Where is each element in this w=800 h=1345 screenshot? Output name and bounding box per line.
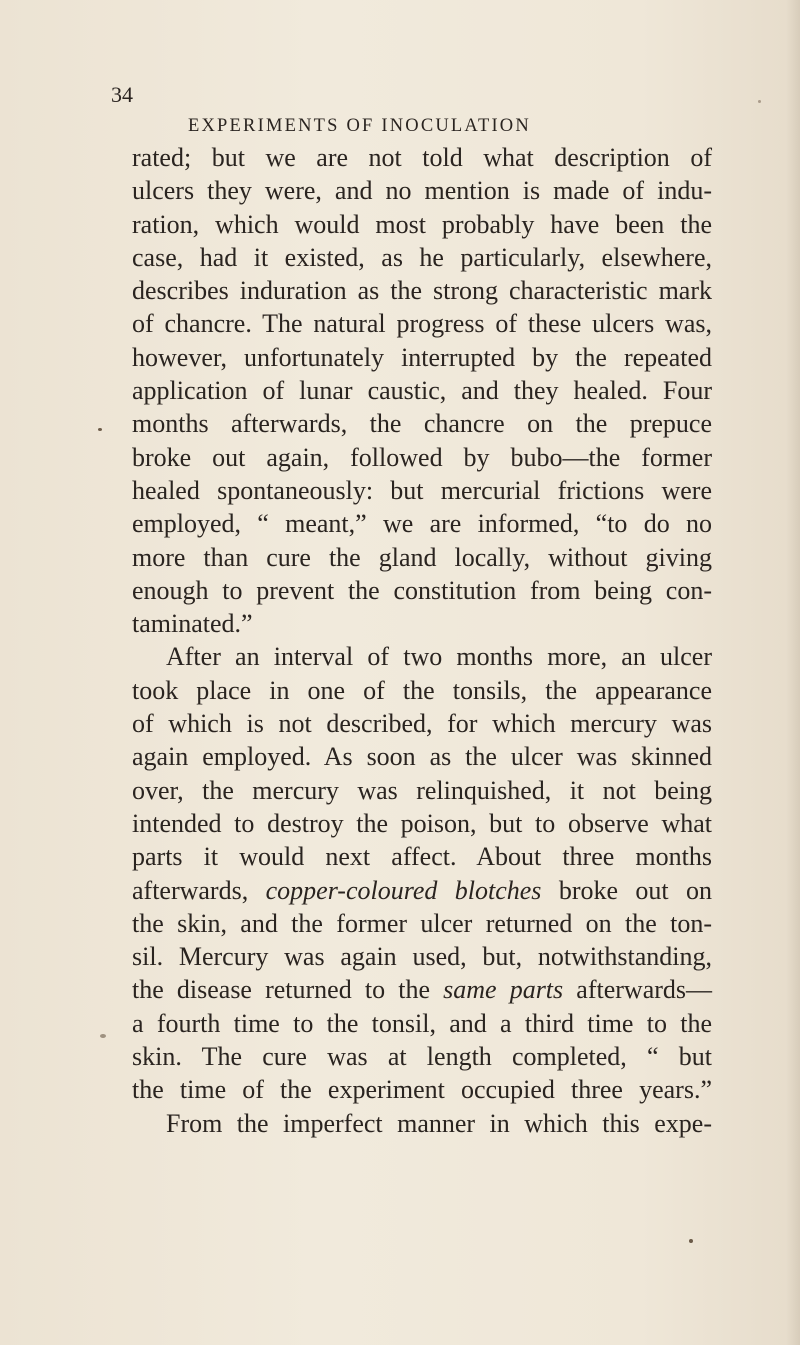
text-line: of which is not described, for which mercury was — [132, 709, 712, 739]
text-line: over, the mercury was relinquished, it not being — [132, 775, 712, 805]
text-span: afterwards— — [576, 975, 713, 1005]
text-line: took place in one of the tonsils, the appearance — [132, 675, 712, 705]
paper-speck — [689, 1239, 693, 1243]
text-line: parts it would next affect. About three months — [132, 842, 712, 872]
paper-speck — [758, 100, 761, 103]
text-line: describes induration as the strong characteristic mark — [132, 276, 712, 306]
text-line: skin. The cure was at length completed, “ but — [132, 1042, 712, 1072]
text-line: employed, “ meant,” we are informed, “to do no — [132, 509, 712, 539]
text-line: a fourth time to the tonsil, and a third time to the — [132, 1008, 712, 1038]
paper-speck — [100, 1034, 106, 1038]
text-line: healed spontaneously: but mercurial frictions were — [132, 475, 712, 505]
text-line: case, had it existed, as he particularly, elsewhere, — [132, 242, 712, 272]
italic-phrase: same parts — [443, 975, 564, 1005]
paper-speck — [98, 428, 102, 431]
paragraph-start-line: From the imperfect manner in which this expe- — [166, 1108, 712, 1138]
text-line — [132, 973, 712, 1006]
page-number: 34 — [111, 82, 133, 107]
text-line: broke out again, followed by bubo—the former — [132, 442, 712, 472]
text-line: the skin, and the former ulcer returned on the ton- — [132, 908, 712, 938]
text-line: ulcers they were, and no mention is made of indu- — [132, 176, 712, 206]
text-line: taminated.” — [132, 609, 253, 639]
text-line: months afterwards, the chancre on the prepuce — [132, 409, 712, 439]
text-line: of chancre. The natural progress of these ulcers was, — [132, 309, 712, 339]
text-line: sil. Mercury was again used, but, notwithstanding, — [132, 942, 712, 972]
text-line: again employed. As soon as the ulcer was skinned — [132, 742, 712, 772]
text-line — [132, 874, 712, 907]
text-line: however, unfortunately interrupted by the repeated — [132, 342, 712, 372]
text-span: the disease returned to the — [132, 975, 430, 1005]
running-head: EXPERIMENTS OF INOCULATION — [188, 116, 531, 136]
text-line: ration, which would most probably have been the — [132, 209, 712, 239]
text-line: rated; but we are not told what description of — [132, 143, 712, 172]
text-span: broke out on — [558, 875, 713, 905]
text-line: more than cure the gland locally, without giving — [132, 542, 712, 572]
italic-phrase: copper-coloured blotches — [265, 875, 542, 905]
text-line: intended to destroy the poison, but to observe what — [132, 808, 712, 838]
paragraph-start-line: After an interval of two months more, an ulcer — [166, 642, 712, 672]
text-span: afterwards, — [132, 875, 249, 905]
page-edge-shadow — [786, 0, 800, 1345]
body-text — [132, 141, 712, 1140]
text-line: the time of the experiment occupied three years.” — [132, 1075, 712, 1105]
text-line: enough to prevent the constitution from being con- — [132, 575, 712, 605]
text-line: application of lunar caustic, and they healed. Four — [132, 376, 712, 406]
